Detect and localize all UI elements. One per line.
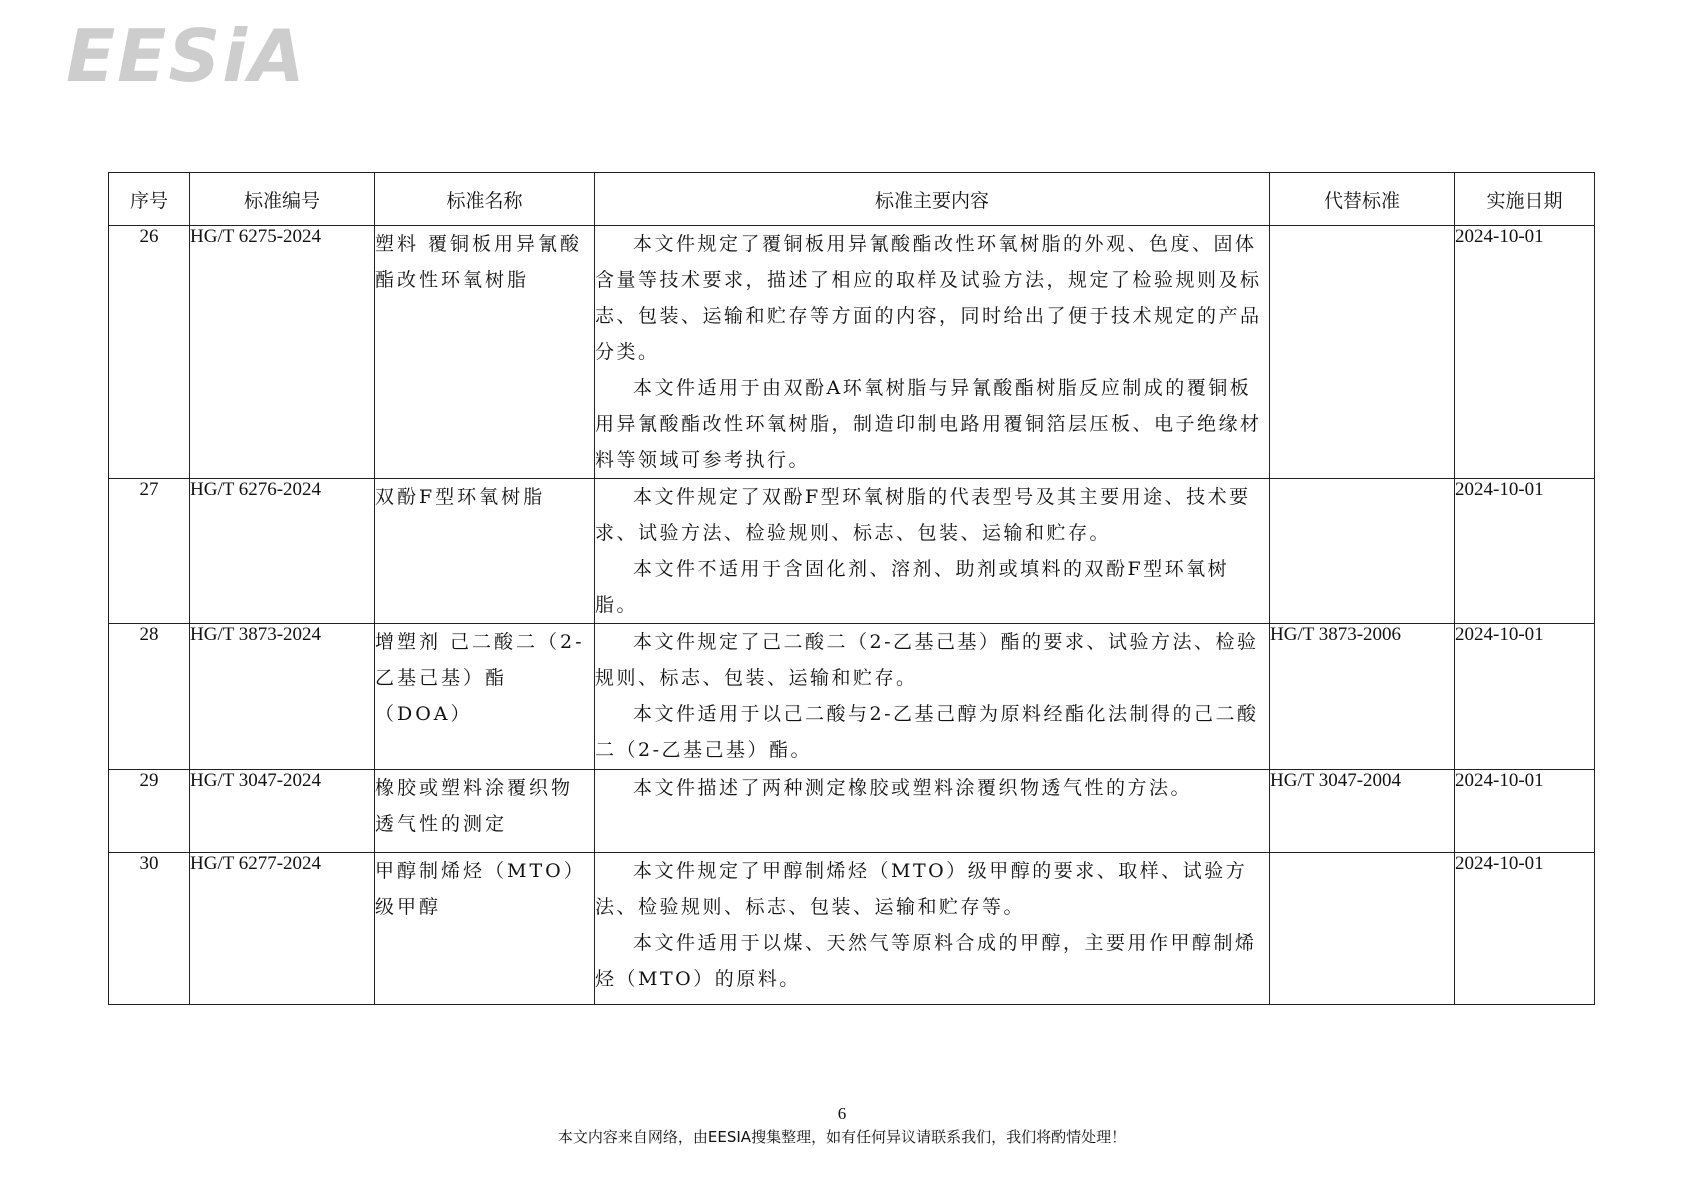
header-seq: 序号 — [109, 173, 190, 226]
row-content — [595, 624, 1270, 770]
row-date: 2024-10-01 — [1455, 624, 1595, 770]
row-seq: 30 — [109, 853, 190, 1005]
row-seq: 29 — [109, 770, 190, 853]
row-replaces — [1270, 853, 1455, 1005]
row-replaces: HG/T 3873-2006 — [1270, 624, 1455, 770]
row-content — [595, 770, 1270, 853]
row-code: HG/T 3873-2024 — [190, 624, 375, 770]
row-name: 塑料 覆铜板用异氰酸酯改性环氧树脂 — [375, 226, 595, 479]
content-paragraph: 本文件规定了甲醇制烯烃（MTO）级甲醇的要求、取样、试验方法、检验规则、标志、包装、运输和贮存等。 — [595, 860, 1248, 918]
footer-disclaimer: 本文内容来自网络，由EESIA搜集整理，如有任何异议请联系我们，我们将酌情处理！ — [557, 1128, 1127, 1146]
content-paragraph: 本文件规定了覆铜板用异氰酸酯改性环氧树脂的外观、色度、固体含量等技术要求，描述了相应的取样及试验方法，规定了检验规则及标志、包装、运输和贮存等方面的内容，同时给出了便于技术规定的产品分类。 — [595, 233, 1262, 363]
header-date: 实施日期 — [1455, 173, 1595, 226]
row-name: 甲醇制烯烃（MTO）级甲醇 — [375, 853, 595, 1005]
content-paragraph: 本文件适用于以己二酸与2-乙基己醇为原料经酯化法制得的己二酸二（2-乙基己基）酯。 — [595, 703, 1259, 761]
header-code: 标准编号 — [190, 173, 375, 226]
table-row — [109, 479, 1595, 624]
content-paragraph: 本文件规定了己二酸二（2-乙基己基）酯的要求、试验方法、检验规则、标志、包装、运输和贮存。 — [595, 631, 1259, 689]
header-name: 标准名称 — [375, 173, 595, 226]
eesia-logo: EESiA — [66, 14, 307, 98]
row-content — [595, 479, 1270, 624]
row-code: HG/T 3047-2024 — [190, 770, 375, 853]
standards-table — [108, 172, 1595, 1005]
page-number: 6 — [837, 1104, 847, 1123]
row-replaces: HG/T 3047-2004 — [1270, 770, 1455, 853]
content-paragraph: 本文件规定了双酚F型环氧树脂的代表型号及其主要用途、技术要求、试验方法、检验规则、标志、包装、运输和贮存。 — [595, 486, 1251, 544]
table-row — [109, 770, 1595, 853]
row-name: 橡胶或塑料涂覆织物透气性的测定 — [375, 770, 595, 853]
content-paragraph: 本文件适用于以煤、天然气等原料合成的甲醇，主要用作甲醇制烯烃（MTO）的原料。 — [595, 932, 1257, 990]
row-seq: 27 — [109, 479, 190, 624]
row-name: 双酚F型环氧树脂 — [375, 479, 595, 624]
row-seq: 28 — [109, 624, 190, 770]
row-content — [595, 853, 1270, 1005]
row-name: 增塑剂 己二酸二（2-乙基己基）酯（DOA） — [375, 624, 595, 770]
row-replaces — [1270, 479, 1455, 624]
table-row — [109, 624, 1595, 770]
table-header-row — [109, 173, 1595, 226]
table-row — [109, 226, 1595, 479]
row-code: HG/T 6277-2024 — [190, 853, 375, 1005]
table-row — [109, 853, 1595, 1005]
row-replaces — [1270, 226, 1455, 479]
row-date: 2024-10-01 — [1455, 853, 1595, 1005]
content-paragraph: 本文件适用于由双酚A环氧树脂与异氰酸酯树脂反应制成的覆铜板用异氰酸酯改性环氧树脂，制造印制电路用覆铜箔层压板、电子绝缘材料等领域可参考执行。 — [595, 377, 1262, 471]
content-paragraph: 本文件描述了两种测定橡胶或塑料涂覆织物透气性的方法。 — [633, 777, 1193, 799]
header-replaces: 代替标准 — [1270, 173, 1455, 226]
row-date: 2024-10-01 — [1455, 770, 1595, 853]
row-code: HG/T 6276-2024 — [190, 479, 375, 624]
row-code: HG/T 6275-2024 — [190, 226, 375, 479]
row-date: 2024-10-01 — [1455, 226, 1595, 479]
row-content — [595, 226, 1270, 479]
row-seq: 26 — [109, 226, 190, 479]
content-paragraph: 本文件不适用于含固化剂、溶剂、助剂或填料的双酚F型环氧树脂。 — [595, 558, 1230, 616]
row-date: 2024-10-01 — [1455, 479, 1595, 624]
header-content: 标准主要内容 — [595, 173, 1270, 226]
